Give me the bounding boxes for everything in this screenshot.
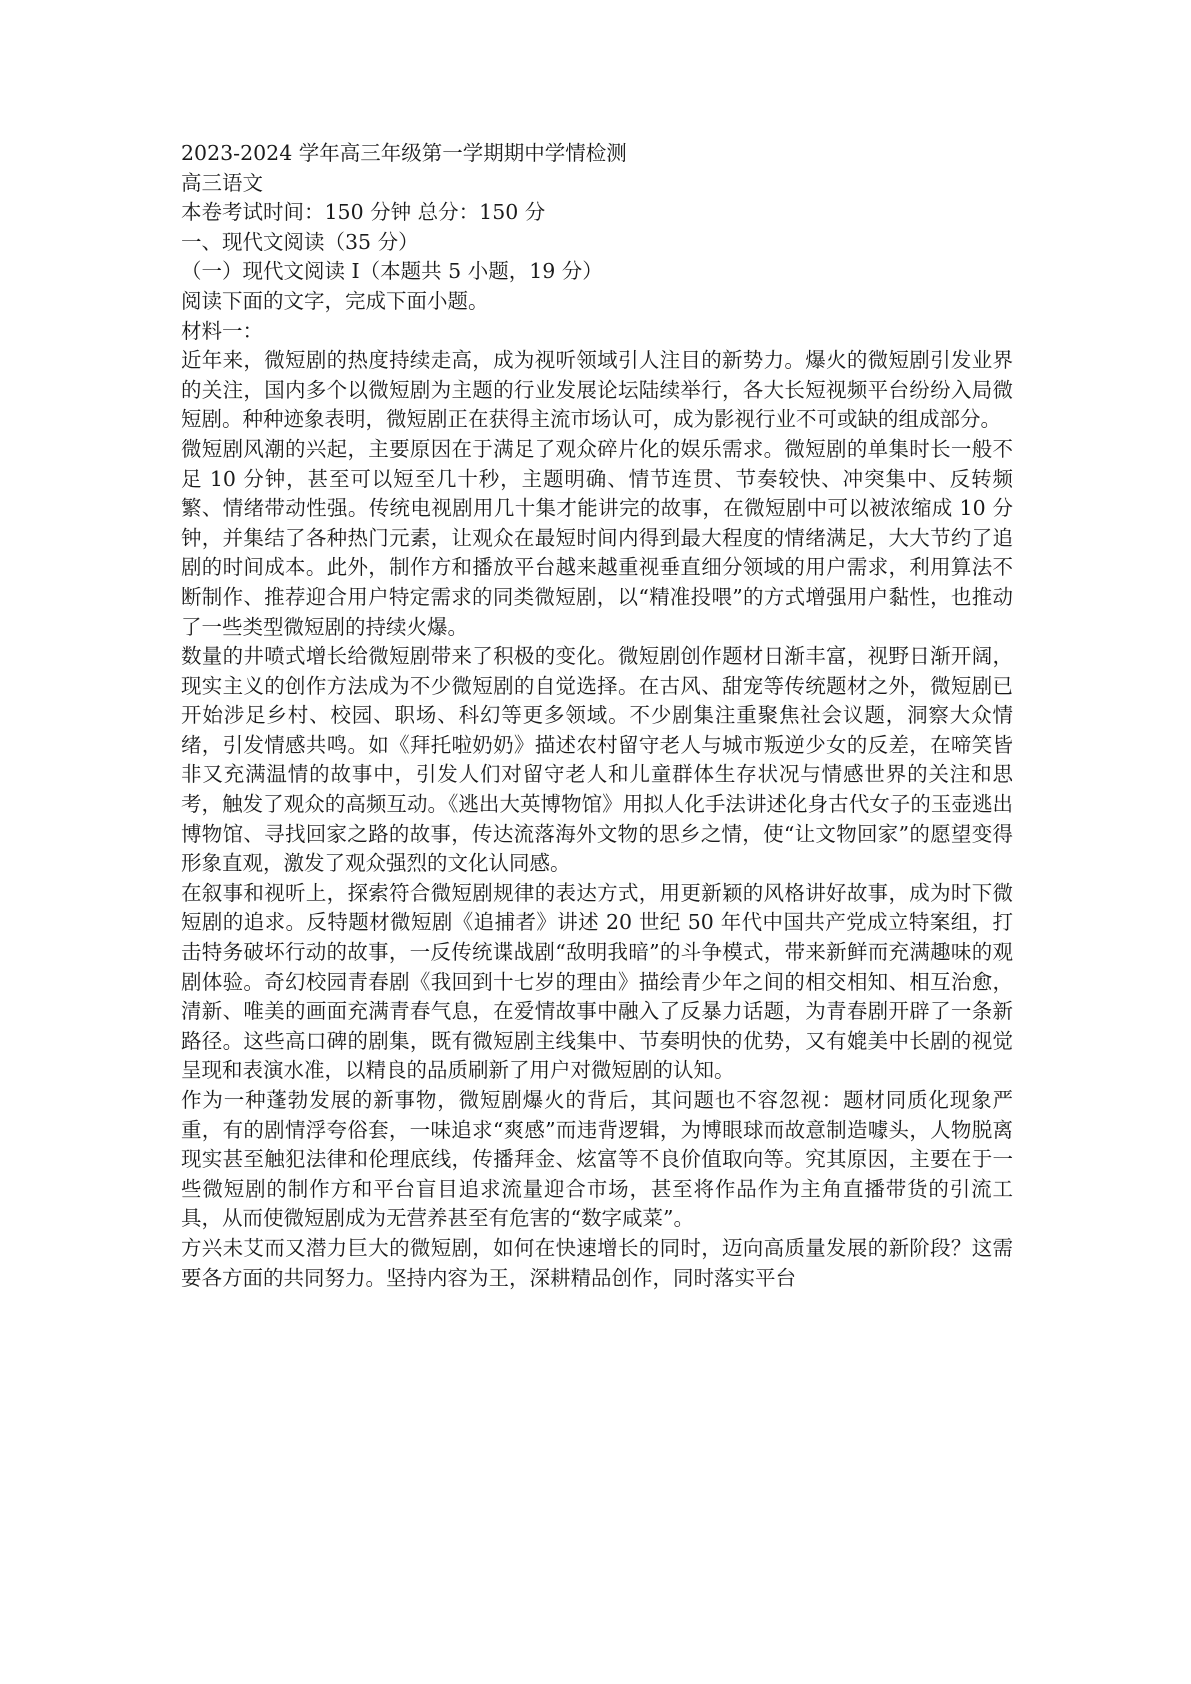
paragraph-2: 微短剧风潮的兴起，主要原因在于满足了观众碎片化的娱乐需求。微短剧的单集时长一般不足 10 分钟，甚至可以短至几十秒，主题明确、情节连贯、节奏较快、冲突集中、反转频繁、情绪带动性强。传统电视剧用几十集才能讲完的故事，在微短剧中可以被浓缩成 10 分钟，并集结了各种热门元素，让观众在最短时间内得到最大程度的情绪满足，大大节约了追剧的时间成本。此外，制作方和播放平台越来越重视垂直细分领域的用户需求，利用算法不断制作、推荐迎合用户特定需求的同类微短剧，以“精准投喂”的方式增强用户黏性，也推动了一些类型微短剧的持续火爆。	[181, 436, 1013, 639]
subsection-heading: （一）现代文阅读 I（本题共 5 小题，19 分）	[181, 259, 603, 284]
paragraph-6: 方兴未艾而又潜力巨大的微短剧，如何在快速增长的同时，迈向高质量发展的新阶段？这需要各方面的共同努力。坚持内容为王，深耕精品创作，同时落实平台	[181, 1235, 1013, 1290]
reading-instruction: 阅读下面的文字，完成下面小题。	[181, 288, 489, 313]
section-heading: 一、现代文阅读（35 分）	[181, 229, 419, 254]
exam-time-info: 本卷考试时间：150 分钟 总分：150 分	[181, 200, 546, 225]
exam-title: 2023-2024 学年高三年级第一学期期中学情检测	[181, 141, 627, 165]
paragraph-5: 作为一种蓬勃发展的新事物，微短剧爆火的背后，其问题也不容忽视：题材同质化现象严重，有的剧情浮夸俗套，一味追求“爽感”而违背逻辑，为博眼球而故意制造噱头，人物脱离现实甚至触犯法律和伦理底线，传播拜金、炫富等不良价值取向等。究其原因，主要在于一些微短剧的制作方和平台盲目追求流量迎合市场，甚至将作品作为主角直播带货的引流工具，从而使微短剧成为无营养甚至有危害的“数字咸菜”。	[181, 1088, 1013, 1231]
paragraph-4: 在叙事和视听上，探索符合微短剧规律的表达方式，用更新颖的风格讲好故事，成为时下微短剧的追求。反特题材微短剧《追捕者》讲述 20 世纪 50 年代中国共产党成立特案组，打击特务破坏行动的故事，一反传统谍战剧“敌明我暗”的斗争模式，带来新鲜而充满趣味的观剧体验。奇幻校园青春剧《我回到十七岁的理由》描绘青少年之间的相交相知、相互治愈，清新、唯美的画面充满青春气息，在爱情故事中融入了反暴力话题，为青春剧开辟了一条新路径。这些高口碑的剧集，既有微短剧主线集中、节奏明快的优势，又有媲美中长剧的视觉呈现和表演水准，以精良的品质刷新了用户对微短剧的认知。	[181, 880, 1013, 1083]
document-page	[181, 139, 1013, 1293]
paragraph-3: 数量的井喷式增长给微短剧带来了积极的变化。微短剧创作题材日渐丰富，视野日渐开阔，现实主义的创作方法成为不少微短剧的自觉选择。在古风、甜宠等传统题材之外，微短剧已开始涉足乡村、校园、职场、科幻等更多领域。不少剧集注重聚焦社会议题，洞察大众情绪，引发情感共鸣。如《拜托啦奶奶》描述农村留守老人与城市叛逆少女的反差，在啼笑皆非又充满温情的故事中，引发人们对留守老人和儿童群体生存状况与情感世界的关注和思考，触发了观众的高频互动。《逃出大英博物馆》用拟人化手法讲述化身古代女子的玉壶逃出博物馆、寻找回家之路的故事，传达流落海外文物的思乡之情，使“让文物回家”的愿望变得形象直观，激发了观众强烈的文化认同感。	[181, 644, 1013, 876]
paragraph-1: 近年来，微短剧的热度持续走高，成为视听领域引人注目的新势力。爆火的微短剧引发业界的关注，国内多个以微短剧为主题的行业发展论坛陆续举行，各大长短视频平台纷纷入局微短剧。种种迹象表明，微短剧正在获得主流市场认可，成为影视行业不可或缺的组成部分。	[181, 348, 1013, 432]
subject-title: 高三语文	[181, 170, 263, 195]
material-label: 材料一：	[181, 318, 263, 343]
